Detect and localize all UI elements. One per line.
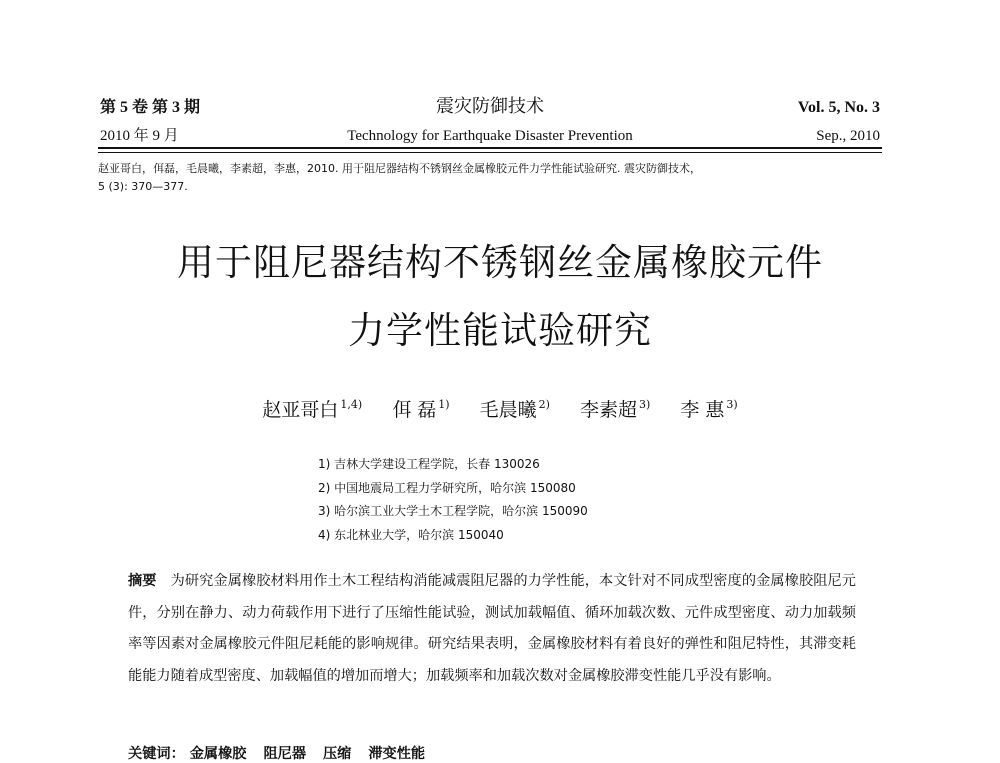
paper-title-line-1: 用于阻尼器结构不锈钢丝金属橡胶元件 [177,241,823,284]
author-affiliation-mark: 1) [438,398,450,411]
header-rule-thick [98,147,882,149]
volume-issue-cn: 第 5 卷 第 3 期 [100,99,201,116]
author-name: 佴 磊 [392,399,437,421]
citation-block [98,160,898,196]
author-affiliation-mark: 1,4) [340,398,363,411]
journal-header-row-2 [100,124,880,145]
keyword-item: 阻尼器 [263,746,307,762]
affiliation-item: 1) 吉林大学建设工程学院，长春 130026 [318,457,540,471]
author-affiliation-mark: 3) [726,398,738,411]
publish-date-en: Sep., 2010 [816,128,880,144]
keyword-item: 滞变性能 [368,746,426,762]
keywords-label: 关键词： [128,746,185,762]
author-list [0,395,1000,422]
publish-date-cn: 2010 年 9 月 [100,128,179,144]
header-rule-thin [98,152,882,153]
affiliation-item: 2) 中国地震局工程力学研究所，哈尔滨 150080 [318,480,576,495]
author [262,395,362,422]
journal-name-en: Technology for Earthquake Disaster Prevention [347,128,633,144]
author-name: 李 惠 [680,399,725,421]
author [392,395,449,422]
paper-title-line-2: 力学性能试验研究 [348,309,652,352]
author-name: 毛晨曦 [479,399,537,421]
keyword-item: 压缩 [322,746,352,762]
author-name: 赵亚哥白 [262,399,339,421]
author-affiliation-mark: 2) [538,398,550,411]
author-name: 李素超 [579,399,637,421]
author-affiliation-mark: 3) [638,398,651,411]
affiliation-list [318,453,588,547]
volume-issue-en: Vol. 5, No. 3 [797,99,880,116]
journal-header-row-1 [100,92,880,118]
author [680,395,737,422]
author [480,395,550,422]
author [580,395,650,422]
affiliation-item: 4) 东北林业大学，哈尔滨 150040 [318,527,504,542]
keywords [128,743,437,763]
abstract-text: 为研究金属橡胶材料用作土木工程结构消能减震阻尼器的力学性能，本文针对不同成型密度的金属橡胶阻尼元件，分别在静力、动力荷载作用下进行了压缩性能试验，测试加载幅值、循环加载次数、元件成型密度、动力加载频率等因素对金属橡胶元件阻尼耗能的影响规律。研究结果表明，金属橡胶材料有着良好的弹性和阻尼特性，其滞变耗能能力随着成型密度、加载幅值的增加而增大；加载频率和加载次数对金属橡胶滞变性能几乎没有影响。 [128,573,856,684]
journal-name-cn: 震灾防御技术 [436,96,544,116]
keyword-item: 金属橡胶 [189,746,247,762]
affiliation-item: 3) 哈尔滨工业大学土木工程学院，哈尔滨 150090 [318,504,588,518]
citation-line-2: 5 (3): 370—377. [98,180,188,193]
citation-line-1: 赵亚哥白，佴磊，毛晨曦，李素超，李惠，2010. 用于阻尼器结构不锈钢丝金属橡胶元件力学性能试验研究. 震灾防御技术， [98,162,701,175]
abstract [128,566,856,692]
abstract-label: 摘要 [128,573,157,589]
